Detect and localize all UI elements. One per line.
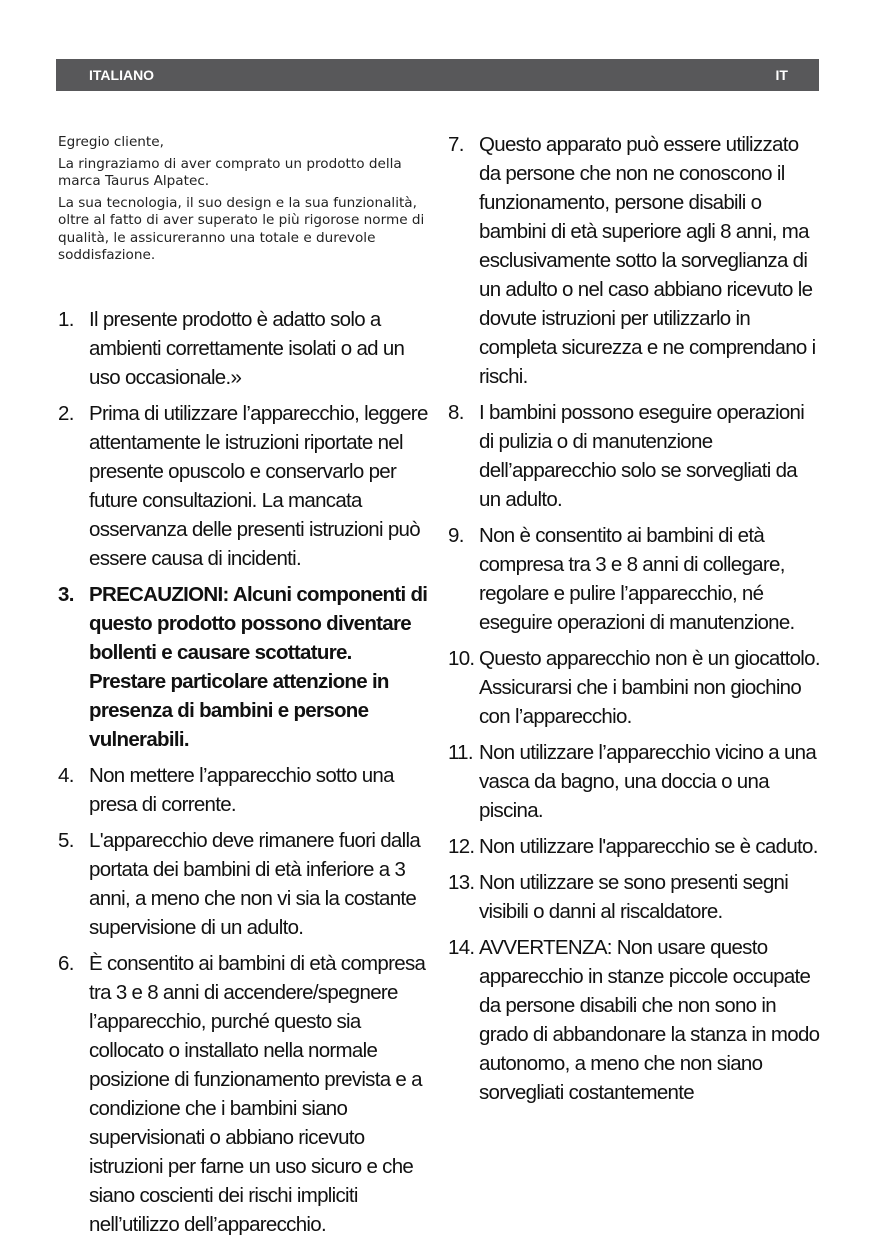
item-number: 7. bbox=[448, 133, 464, 156]
item-text: È consentito ai bambini di età compresa tra 3 e 8 anni di accendere/spegnere l’apparecchio, purché questo sia collocato o installato nella normale posizione di funzionamento prevista e a condizione che i bambini siano supervisionati o abbiano ricevuto istruzioni per farne un uso sicuro e che siano coscienti dei rischi impliciti nell’utilizzo dell’apparecchio. bbox=[89, 952, 426, 1236]
list-item bbox=[58, 305, 430, 392]
list-item bbox=[58, 761, 430, 819]
item-number: 2. bbox=[58, 402, 74, 425]
language-code: IT bbox=[775, 67, 788, 83]
item-number: 4. bbox=[58, 764, 74, 787]
item-text: PRECAUZIONI: Alcuni componenti di questo prodotto possono diventare bollenti e causare scottature. Prestare particolare attenzione in presenza di bambini e persone vulnerabili. bbox=[89, 583, 428, 751]
item-text: I bambini possono eseguire operazioni di pulizia o di manutenzione dell’apparecchio solo se sorvegliati da un adulto. bbox=[479, 401, 805, 511]
list-item bbox=[448, 521, 820, 637]
item-text: Non mettere l’apparecchio sotto una presa di corrente. bbox=[89, 764, 394, 816]
list-item bbox=[58, 399, 430, 573]
item-text: Non utilizzare l’apparecchio vicino a una vasca da bagno, una doccia o una piscina. bbox=[479, 741, 817, 822]
language-label: ITALIANO bbox=[89, 67, 155, 83]
item-number: 3. bbox=[58, 583, 74, 606]
item-number: 1. bbox=[58, 308, 74, 331]
header-bar bbox=[56, 59, 819, 91]
item-number: 13. bbox=[448, 871, 475, 894]
body-paragraph: La sua tecnologia, il suo design e la sua funzionalità, oltre al fatto di aver superato le più rigorose norme di qualità, le assicureranno una totale e durevole soddisfazione. bbox=[58, 194, 425, 263]
item-text: Questo apparecchio non è un giocattolo. Assicurarsi che i bambini non giochino con l’apparecchio. bbox=[479, 647, 820, 728]
intro-text bbox=[58, 134, 433, 269]
instructions-left-column bbox=[58, 305, 430, 1246]
list-item-warning bbox=[58, 580, 430, 754]
item-number: 14. bbox=[448, 936, 475, 959]
item-text: L'apparecchio deve rimanere fuori dalla portata dei bambini di età inferiore a 3 anni, a meno che non vi sia la costante supervisione di un adulto. bbox=[89, 829, 421, 939]
item-number: 8. bbox=[448, 401, 464, 424]
list-item bbox=[448, 933, 820, 1107]
list-item bbox=[448, 832, 820, 861]
instructions-right-column bbox=[448, 130, 820, 1114]
item-text: Questo apparato può essere utilizzato da persone che non ne conoscono il funzionamento, persone disabili o bambini di età superiore agli 8 anni, ma esclusivamente sotto la sorveglianza di un adulto o nel caso abbiano ricevuto le dovute istruzioni per utilizzarlo in completa sicurezza e ne comprendano i rischi. bbox=[479, 133, 816, 388]
item-text: Non utilizzare l'apparecchio se è caduto. bbox=[479, 835, 818, 858]
item-text: AVVERTENZA: Non usare questo apparecchio in stanze piccole occupate da persone disabili che non sono in grado di abbandonare la stanza in modo autonomo, a meno che non siano sorvegliati costantemente bbox=[479, 936, 820, 1104]
item-number: 5. bbox=[58, 829, 74, 852]
list-item bbox=[448, 398, 820, 514]
list-item bbox=[448, 644, 820, 731]
list-item bbox=[58, 826, 430, 942]
list-item bbox=[448, 130, 820, 391]
greeting: Egregio cliente, bbox=[58, 134, 164, 150]
item-number: 9. bbox=[448, 524, 464, 547]
item-text: Il presente prodotto è adatto solo a ambienti correttamente isolati o ad un uso occasionale.» bbox=[89, 308, 405, 389]
item-number: 12. bbox=[448, 835, 475, 858]
item-text: Non è consentito ai bambini di età compresa tra 3 e 8 anni di collegare, regolare e pulire l’apparecchio, né eseguire operazioni di manutenzione. bbox=[479, 524, 795, 634]
item-number: 11. bbox=[448, 741, 473, 764]
item-number: 10. bbox=[448, 647, 475, 670]
item-text: Prima di utilizzare l’apparecchio, leggere attentamente le istruzioni riportate nel presente opuscolo e conservarlo per future consultazioni. La mancata osservanza delle presenti istruzioni può essere causa di incidenti. bbox=[89, 402, 428, 570]
list-item bbox=[58, 949, 430, 1239]
item-text: Non utilizzare se sono presenti segni visibili o danni al riscaldatore. bbox=[479, 871, 789, 923]
thanks-paragraph: La ringraziamo di aver comprato un prodotto della marca Taurus Alpatec. bbox=[58, 155, 402, 189]
item-number: 6. bbox=[58, 952, 74, 975]
list-item bbox=[448, 868, 820, 926]
list-item bbox=[448, 738, 820, 825]
